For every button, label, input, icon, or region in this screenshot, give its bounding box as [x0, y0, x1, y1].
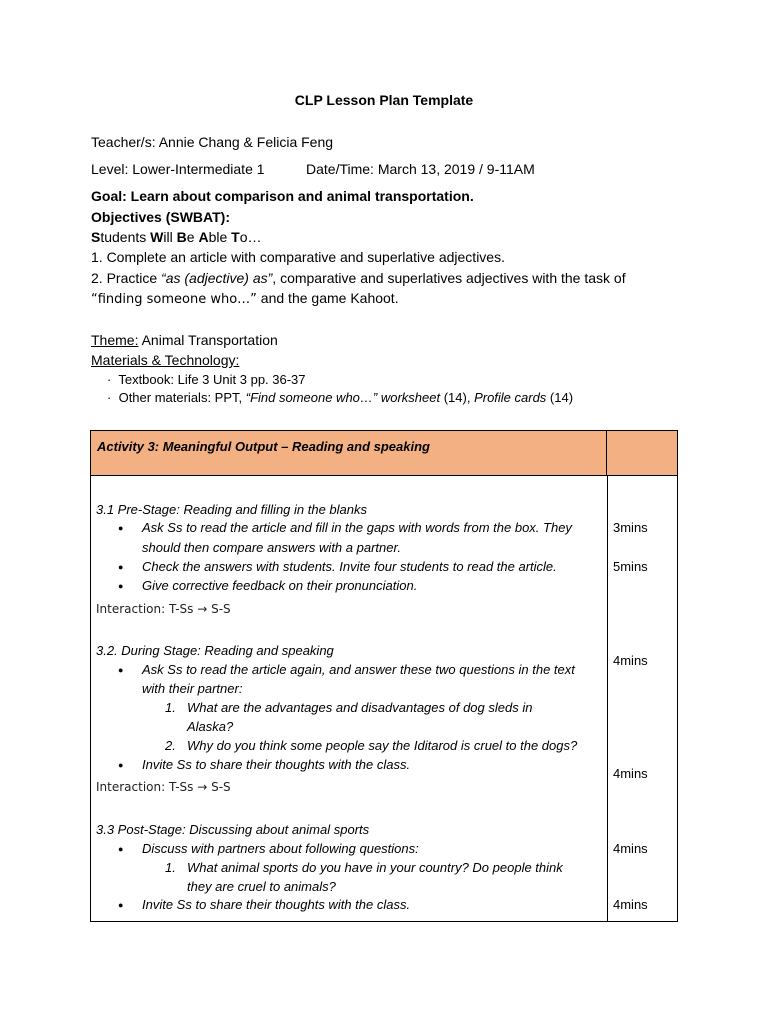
objective-2-continued: [91, 290, 399, 307]
time-post-1: 4mins: [613, 841, 648, 856]
objectives-heading: Objectives (SWBAT):: [91, 209, 230, 225]
materials-worksheet: “Find someone who…” worksheet: [245, 390, 441, 405]
activity-header-cell: [91, 431, 607, 476]
theme-label: Theme:: [91, 332, 139, 348]
swbat-w: W: [150, 229, 164, 245]
goal-line: Goal: Learn about comparison and animal transportation.: [91, 188, 474, 204]
objective-2-italic: “as (adjective) as”: [161, 270, 273, 286]
swbat-ill: ill: [163, 229, 177, 245]
post-bullet-2: Invite Ss to share their thoughts with the class.: [142, 897, 411, 912]
swbat-ble: ble: [208, 229, 232, 245]
level-line: Level: Lower-Intermediate 1: [91, 161, 265, 177]
during-stage-title: 3.2. During Stage: Reading and speaking: [96, 643, 334, 658]
materials-label: Materials & Technology:: [91, 352, 240, 368]
during-q1-line-2: Alaska?: [187, 719, 234, 734]
objective-2: [91, 270, 626, 286]
bullet-icon: ●: [118, 844, 124, 854]
theme-value: Animal Transportation: [138, 332, 278, 348]
objective-2-quote: “finding someone who…”: [91, 292, 257, 307]
objective-2-rest: and the game Kahoot.: [256, 290, 399, 306]
activity-header: Activity 3: Meaningful Output – Reading and speaking: [97, 439, 430, 454]
time-pre-1: 3mins: [613, 520, 648, 535]
time-header-cell: [607, 431, 677, 476]
pre-bullet-3: Give corrective feedback on their pronunciation.: [142, 578, 418, 593]
pre-bullet-1-line-2: should then compare answers with a partner.: [142, 540, 401, 555]
bullet-dot: ·: [107, 372, 112, 387]
time-post-2: 4mins: [613, 897, 648, 912]
materials-profile-cards: Profile cards: [474, 390, 547, 405]
swbat-s: S: [91, 229, 101, 245]
during-q2: Why do you think some people say the Iditarod is cruel to the dogs?: [187, 738, 578, 753]
post-q1-line-1: What animal sports do you have in your country? Do people think: [187, 860, 563, 875]
post-q1-number: 1.: [165, 860, 176, 875]
time-during-1: 4mins: [613, 653, 648, 668]
materials-item-other: [107, 390, 573, 405]
during-q1-number: 1.: [165, 700, 176, 715]
bullet-icon: ●: [118, 581, 124, 591]
post-bullet-1: Discuss with partners about following questions:: [142, 841, 419, 856]
during-bullet-2: Invite Ss to share their thoughts with the class.: [142, 757, 411, 772]
materials-other-pre: Other materials: PPT,: [118, 390, 246, 405]
materials-mid: (14),: [440, 390, 475, 405]
column-divider: [607, 476, 608, 921]
teacher-line: Teacher/s: Annie Chang & Felicia Feng: [91, 134, 334, 150]
materials-post: (14): [546, 390, 574, 405]
during-q1-line-1: What are the advantages and disadvantages of dog sleds in: [187, 700, 533, 715]
theme-line: [91, 332, 278, 348]
objective-1: 1. Complete an article with comparative and superlative adjectives.: [91, 249, 505, 265]
post-q1-line-2: they are cruel to animals?: [187, 879, 336, 894]
objective-2-pre: 2. Practice: [91, 270, 162, 286]
swbat-line: [91, 229, 262, 245]
swbat-t: T: [231, 229, 240, 245]
during-interaction: Interaction: T-Ss → S-S: [96, 780, 231, 794]
during-bullet-1-line-2: with their partner:: [142, 681, 243, 696]
time-pre-2: 5mins: [613, 559, 648, 574]
swbat-o: o…: [239, 229, 262, 245]
pre-bullet-1-line-1: Ask Ss to read the article and fill in the gaps with words from the box. They: [142, 520, 572, 535]
pre-interaction: Interaction: T-Ss → S-S: [96, 602, 231, 616]
during-bullet-1-line-1: Ask Ss to read the article again, and answer these two questions in the text: [142, 662, 575, 677]
bullet-icon: ●: [118, 900, 124, 910]
post-stage-title: 3.3 Post-Stage: Discussing about animal sports: [96, 822, 370, 837]
time-during-2: 4mins: [613, 766, 648, 781]
datetime-line: Date/Time: March 13, 2019 / 9-11AM: [306, 161, 535, 177]
bullet-dot: ·: [107, 390, 112, 405]
bullet-icon: ●: [118, 760, 124, 770]
swbat-tudents: tudents: [100, 229, 151, 245]
pre-bullet-2: Check the answers with students. Invite four students to read the article.: [142, 559, 557, 574]
materials-item-textbook: [107, 372, 306, 387]
bullet-icon: ●: [118, 562, 124, 572]
during-q2-number: 2.: [165, 738, 176, 753]
page-title: CLP Lesson Plan Template: [294, 92, 474, 108]
bullet-icon: ●: [118, 665, 124, 675]
activity-table: [90, 430, 678, 922]
objective-2-post: , comparative and superlatives adjectives with the task of: [272, 270, 626, 286]
pre-stage-title: 3.1 Pre-Stage: Reading and filling in the blanks: [96, 502, 368, 517]
bullet-icon: ●: [118, 523, 124, 533]
swbat-e: e: [186, 229, 199, 245]
swbat-a: A: [198, 229, 209, 245]
swbat-b: B: [176, 229, 187, 245]
materials-textbook-text: Textbook: Life 3 Unit 3 pp. 36-37: [118, 372, 306, 387]
